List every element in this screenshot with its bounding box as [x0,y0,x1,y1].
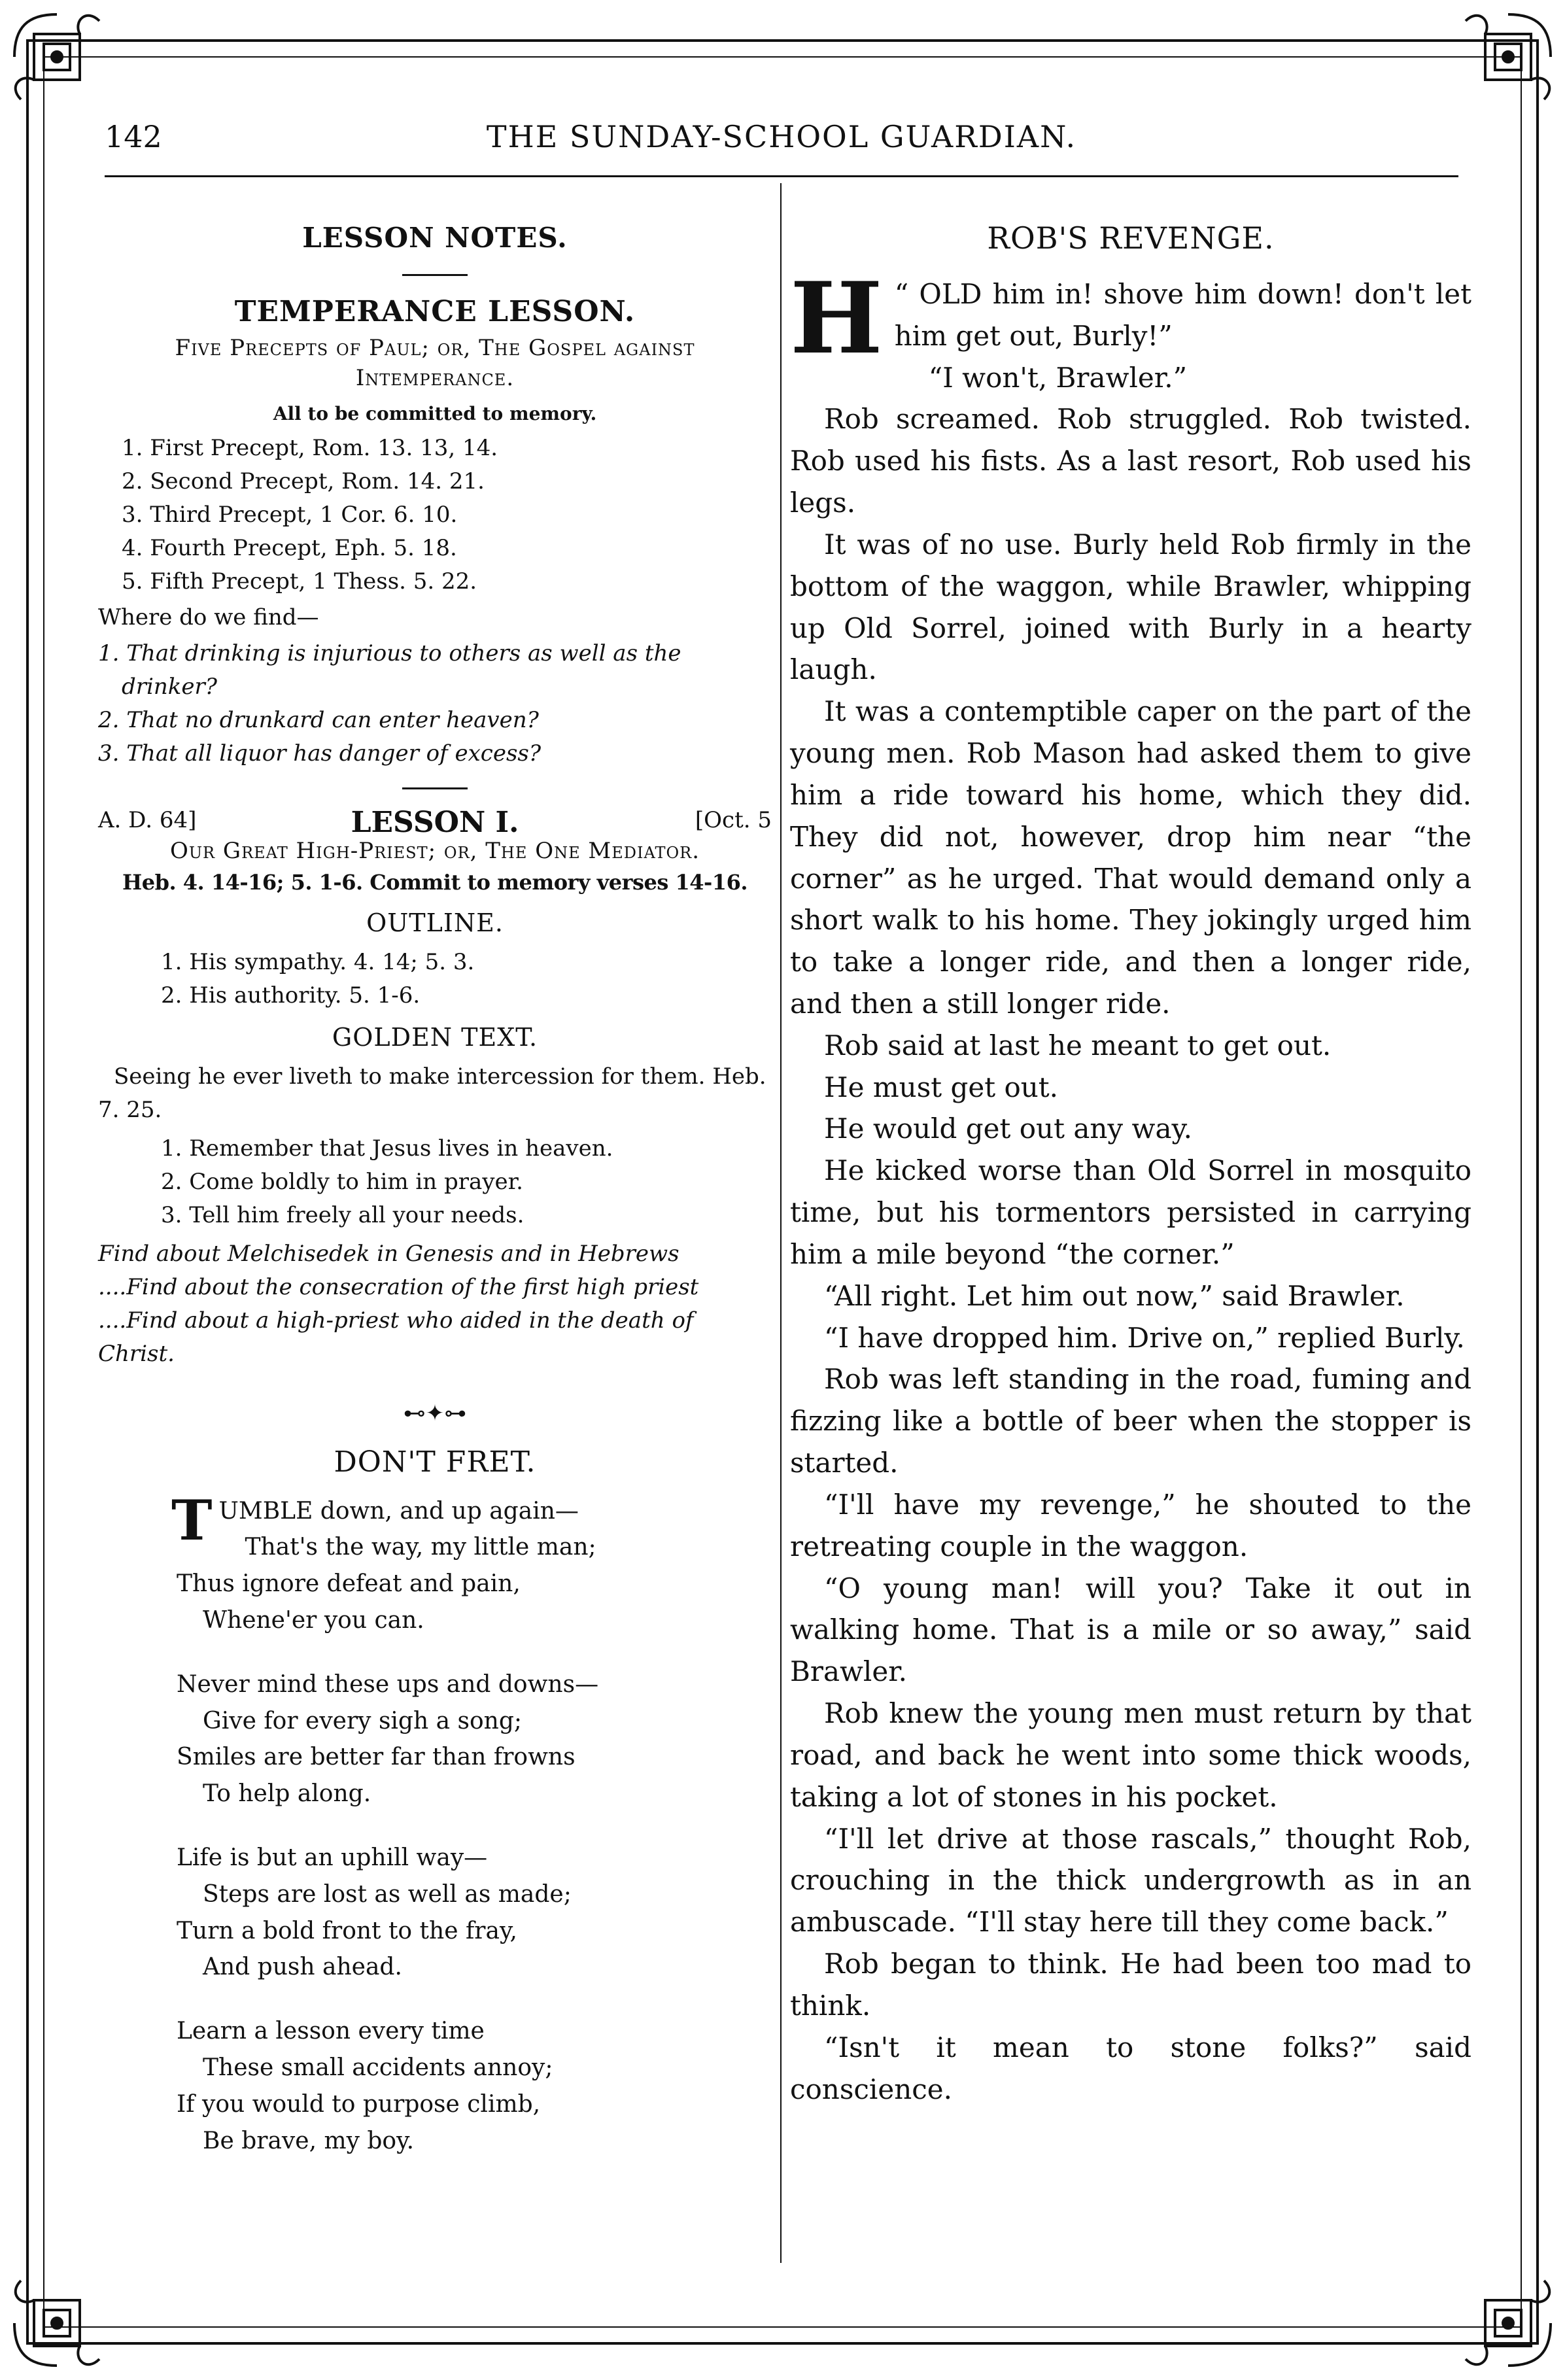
find-line: ....Find about a high-priest who aided in the death of Christ. [98,1307,694,1367]
find-line: ....Find about the consecration of the first high priest [98,1273,699,1300]
lesson-heading [98,801,772,839]
poem-line: These small accidents annoy; [203,2054,553,2082]
poem-line: Steps are lost as well as made; [203,1880,572,1908]
find-line: Find about Melchisedek in Genesis and in Hebrews [98,1240,679,1267]
outline-list [98,946,772,1012]
stanza [177,1666,772,1812]
memory-note: All to be committed to memory. [273,402,597,424]
right-column [790,196,1471,2110]
precept-list [98,432,772,598]
temperance-title: TEMPERANCE LESSON. [234,295,636,328]
story-opening: “ OLD him in! shove him down! don't let him get out, Burly!” [894,277,1471,352]
poem-line: Life is but an uphill way— [177,1844,488,1872]
story-paragraph: “I won't, Brawler.” [928,361,1188,394]
poem-line: UMBLE down, and up again— [218,1497,579,1525]
lesson-subtitle: Our Great High-Priest; or, The One Mediator. [169,837,700,864]
poem [171,1487,772,2160]
lesson-verses: Heb. 4. 14-16; 5. 1-6. Commit to memory verses 14-16. [122,869,748,895]
poem-line: To help along. [203,1780,371,1808]
story-paragraph: Rob said at last he meant to get out. [824,1029,1332,1061]
find-notes [98,1237,772,1371]
poem-line: Never mind these ups and downs— [177,1670,599,1698]
drop-cap: H [790,260,883,376]
poem-line: Thus ignore defeat and pain, [177,1570,521,1598]
poem-line: That's the way, my little man; [245,1534,596,1561]
drop-cap: T [171,1487,213,1553]
poem-line: Learn a lesson every time [177,2018,485,2045]
list-item: 4. Fourth Precept, Eph. 5. 18. [122,534,457,561]
golden-text: Seeing he ever liveth to make intercession for them. Heb. 7. 25. [98,1063,766,1123]
list-item: 2. His authority. 5. 1-6. [161,982,421,1009]
story-paragraph: “I have dropped him. Drive on,” replied Burly. [824,1321,1465,1354]
page-header [105,111,1458,164]
header-rule [105,175,1458,177]
story-paragraph: It was a contemptible caper on the part of the young men. Rob Mason had asked them to give him a ride toward his home, which they did. They did not, however, drop him near “the corner” as he urged. That would demand only a short walk to his home. They jokingly urged him to take a longer ride, and then a longer ride, and then a still longer ride. [790,695,1471,1020]
list-item: 3. Third Precept, 1 Cor. 6. 10. [122,501,458,528]
lesson-title: LESSON I. [351,805,519,839]
story-paragraph: Rob knew the young men must return by that road, and back he went into some thick woods, taking a lot of stones in his pocket. [790,1697,1471,1813]
corner-ornament-icon [1446,8,1557,119]
story-paragraph [790,260,1471,376]
story-paragraph: Rob screamed. Rob struggled. Rob twisted. Rob used his fists. As a last resort, Rob used his legs. [790,403,1471,519]
story-paragraph: “Isn't it mean to stone folks?” said conscience. [790,2031,1471,2105]
poem-title: DON'T FRET. [334,1445,536,1479]
lesson-date: A. D. 64] [98,806,197,833]
question-list [98,637,772,770]
story-paragraph: He would get out any way. [824,1112,1192,1145]
list-item: 3. That all liquor has danger of excess? [98,740,542,767]
list-item: 3. Tell him freely all your needs. [161,1201,525,1228]
list-item: 1. His sympathy. 4. 14; 5. 3. [161,948,475,975]
poem-line: Smiles are better far than frowns [177,1744,576,1771]
story-paragraph: “All right. Let him out now,” said Brawler. [824,1279,1405,1312]
story-paragraph: “I'll have my revenge,” he shouted to the retreating couple in the waggon. [790,1488,1471,1562]
points-list [98,1132,772,1232]
corner-ornament-icon [8,8,119,119]
list-item: 5. Fifth Precept, 1 Thess. 5. 22. [122,568,477,595]
poem-line: Be brave, my boy. [203,2127,415,2154]
page-number: 142 [105,119,162,154]
corner-ornament-icon [1446,2261,1557,2372]
section-title: LESSON NOTES. [302,222,568,254]
ornament-divider: ⊷✦⊶ [403,1400,467,1426]
questions-intro: Where do we find— [98,604,319,630]
column-divider [780,183,782,2263]
left-column [98,196,772,2186]
temperance-subtitle: Five Precepts of Paul; or, The Gospel against Intemperance. [175,335,695,391]
list-item: 1. Remember that Jesus lives in heaven. [161,1135,613,1162]
poem-line: Turn a bold front to the fray, [177,1917,517,1944]
stanza [177,1840,772,1986]
outline-title: OUTLINE. [366,908,504,937]
stanza [171,1487,772,1639]
running-title: THE SUNDAY-SCHOOL GUARDIAN. [486,119,1077,154]
list-item: 2. Second Precept, Rom. 14. 21. [122,468,485,494]
story-paragraph: Rob began to think. He had been too mad to think. [790,1948,1471,2022]
story-paragraph: It was of no use. Burly held Rob firmly in the bottom of the waggon, while Brawler, whipping up Old Sorrel, joined with Burly in a hearty laugh. [790,528,1471,686]
lesson-month: [Oct. 5 [695,806,772,833]
divider [402,274,468,276]
corner-ornament-icon [8,2261,119,2372]
story-paragraph: He kicked worse than Old Sorrel in mosquito time, but his tormentors persisted in carrying him a mile beyond “the corner.” [790,1154,1471,1270]
story-title: ROB'S REVENGE. [987,220,1275,256]
poem-line: If you would to purpose climb, [177,2090,541,2118]
story-paragraph: He must get out. [824,1071,1059,1103]
list-item: 2. Come boldly to him in prayer. [161,1168,523,1195]
list-item: 1. First Precept, Rom. 13. 13, 14. [122,434,498,461]
list-item: 2. That no drunkard can enter heaven? [98,706,539,733]
story-paragraph: “O young man! will you? Take it out in walking home. That is a mile or so away,” said Brawler. [790,1572,1471,1688]
divider [402,787,468,789]
stanza [177,2013,772,2159]
poem-line: Give for every sigh a song; [203,1707,523,1734]
poem-line: Whene'er you can. [203,1607,424,1634]
golden-text-title: GOLDEN TEXT. [332,1022,538,1052]
story-paragraph: Rob was left standing in the road, fuming and fizzing like a bottle of beer when the stopper is started. [790,1363,1471,1479]
poem-line: And push ahead. [203,1954,402,1981]
story-paragraph: “I'll let drive at those rascals,” thought Rob, crouching in the thick undergrowth as in an ambuscade. “I'll stay here till they come back.” [790,1822,1471,1939]
list-item: 1. That drinking is injurious to others as well as the drinker? [98,640,681,700]
